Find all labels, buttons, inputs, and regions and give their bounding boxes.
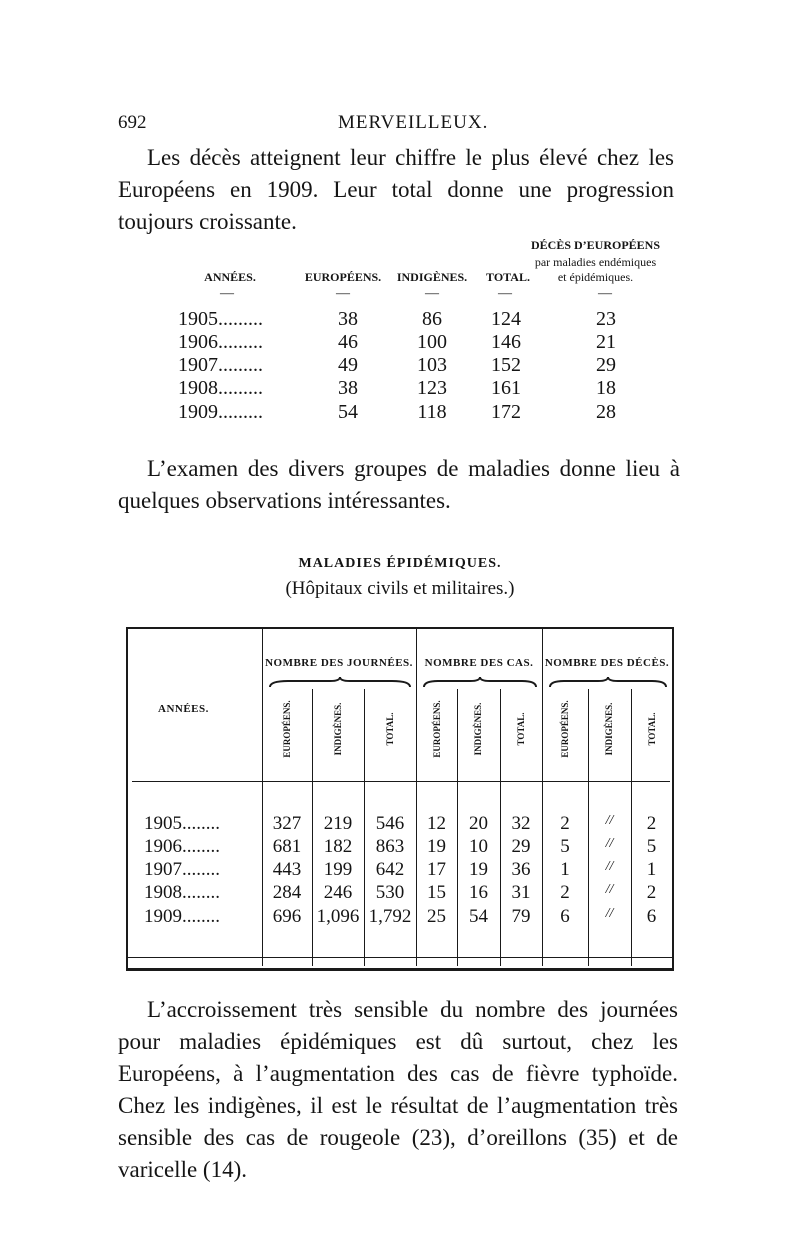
t1-total: 124: [491, 308, 521, 330]
t2-j-ind: 199: [323, 859, 353, 880]
t1-header-indigenes: INDIGÈNES.: [396, 270, 468, 284]
t2-j-eur: 284: [272, 882, 302, 903]
t2-sub-total: TOTAL.: [385, 712, 395, 746]
t2-sub-total: TOTAL.: [516, 712, 526, 746]
t2-sub-europeens: EUROPÉENS.: [282, 700, 292, 758]
t1-indigenes: 86: [422, 308, 442, 330]
t2-year: 1906........: [144, 836, 220, 857]
t2-d-ind: //: [605, 836, 614, 851]
t1-dash: —: [220, 286, 234, 301]
t1-europeens: 38: [338, 308, 358, 330]
t1-indigenes: 100: [417, 331, 447, 353]
t2-sub-indigenes: INDIGÈNES.: [604, 702, 614, 756]
t2-j-tot: 546: [375, 813, 405, 834]
t2-d-eur: 2: [560, 813, 570, 834]
t2-d-eur: 1: [560, 859, 570, 880]
t2-j-eur: 681: [272, 836, 302, 857]
t2-d-tot: 2: [646, 813, 657, 834]
t1-year: 1908.........: [178, 377, 263, 399]
t2-j-eur: 327: [272, 813, 302, 834]
t2-c-eur: 17: [427, 859, 446, 880]
table2-title: MALADIES ÉPIDÉMIQUES.: [298, 556, 502, 571]
t1-year: 1907.........: [178, 354, 263, 376]
t2-c-tot: 31: [511, 882, 531, 903]
group-journees: NOMBRE DES JOURNÉES.: [265, 657, 413, 669]
t2-j-tot: 530: [375, 882, 405, 903]
t2-sub-indigenes: INDIGÈNES.: [333, 702, 343, 756]
t1-europeens: 54: [338, 401, 358, 423]
t2-sub-total: TOTAL.: [647, 712, 657, 746]
t2-c-eur: 15: [427, 882, 446, 903]
t2-d-eur: 5: [560, 836, 570, 857]
t1-header-europeens: EUROPÉENS.: [304, 270, 382, 284]
t2-year: 1909........: [144, 906, 220, 927]
t1-dash: —: [425, 286, 439, 301]
t2-d-ind: //: [605, 859, 614, 874]
t2-d-tot: 2: [646, 882, 657, 903]
t1-dash: —: [498, 286, 512, 301]
t2-j-ind: 182: [323, 836, 353, 857]
t2-c-tot: 32: [511, 813, 531, 834]
t1-header-annees: ANNÉES.: [204, 270, 256, 284]
t2-header-annees: ANNÉES.: [158, 703, 209, 715]
t1-dash: —: [336, 286, 350, 301]
t1-header-deces-line3: et épidémiques.: [557, 270, 634, 284]
t2-d-tot: 1: [646, 859, 657, 880]
t1-header-total: TOTAL.: [486, 270, 530, 284]
table2-header-rule: [132, 781, 670, 782]
group-cas: NOMBRE DES CAS.: [424, 657, 534, 669]
t2-c-ind: 19: [469, 859, 488, 880]
t2-d-tot: 6: [646, 906, 657, 927]
page-number: 692: [118, 112, 147, 133]
t2-j-eur: 696: [272, 906, 302, 927]
t2-c-ind: 20: [469, 813, 488, 834]
t2-d-eur: 6: [560, 906, 570, 927]
t2-c-eur: 12: [427, 813, 446, 834]
t1-deces: 18: [596, 377, 616, 399]
t1-indigenes: 103: [417, 354, 447, 376]
t2-j-tot: 1,792: [368, 906, 412, 927]
t1-dash: —: [598, 286, 612, 301]
t1-header-deces-line1: DÉCÈS D’EUROPÉENS: [530, 238, 661, 252]
brace-cas: [422, 677, 538, 689]
t2-d-ind: //: [605, 882, 614, 897]
t1-europeens: 46: [338, 331, 358, 353]
t2-c-eur: 25: [427, 906, 446, 927]
t1-total: 152: [491, 354, 521, 376]
running-title: MERVEILLEUX.: [338, 112, 489, 133]
t1-deces: 29: [596, 354, 616, 376]
t2-d-ind: //: [605, 813, 614, 828]
t1-total: 146: [491, 331, 521, 353]
t2-year: 1908........: [144, 882, 220, 903]
t1-header-deces-line2: par maladies endémiques: [534, 255, 657, 269]
t1-total: 161: [491, 377, 521, 399]
t1-deces: 28: [596, 401, 616, 423]
t2-sub-europeens: EUROPÉENS.: [560, 700, 570, 758]
t1-year: 1906.........: [178, 331, 263, 353]
t2-c-ind: 10: [469, 836, 488, 857]
t2-j-eur: 443: [272, 859, 302, 880]
table2-bottom-rule: [128, 957, 672, 958]
t1-deces: 21: [596, 331, 616, 353]
t2-c-tot: 36: [511, 859, 531, 880]
t2-j-tot: 863: [375, 836, 405, 857]
paragraph-1: Les décès atteignent leur chiffre le plus élevé chez les Européens en 1909. Leur total donne une progression toujours croissante.: [118, 145, 674, 234]
paragraph-2: L’examen des divers groupes de maladies donne lieu à quelques observations intéressantes.: [118, 456, 680, 513]
table2-subtitle: (Hôpitaux civils et militaires.): [285, 578, 515, 599]
t2-c-ind: 16: [469, 882, 488, 903]
t2-d-tot: 5: [646, 836, 657, 857]
group-deces: NOMBRE DES DÉCÈS.: [544, 657, 670, 669]
t2-j-tot: 642: [375, 859, 405, 880]
t1-year: 1905.........: [178, 308, 263, 330]
paragraph-3: L’accroissement très sensible du nombre des journées pour maladies épidémiques est dû surtout, chez les Européens, à l’augmentation des cas de fièvre typhoïde. Chez les indigènes, il est le résultat de l’augmentation très sensible des cas de rougeole (23), d’oreillons (35) et de varicelle (14).: [118, 997, 678, 1182]
t2-j-ind: 246: [323, 882, 353, 903]
t2-year: 1905........: [144, 813, 220, 834]
t2-c-ind: 54: [469, 906, 488, 927]
t1-indigenes: 118: [417, 401, 447, 423]
t2-d-eur: 2: [560, 882, 570, 903]
t1-indigenes: 123: [417, 377, 447, 399]
t1-total: 172: [491, 401, 521, 423]
t1-deces: 23: [596, 308, 616, 330]
t2-c-tot: 79: [511, 906, 531, 927]
t2-j-ind: 1,096: [316, 906, 360, 927]
t2-d-ind: //: [605, 906, 614, 921]
t2-j-ind: 219: [323, 813, 353, 834]
t1-year: 1909.........: [178, 401, 263, 423]
brace-journees: [268, 677, 412, 689]
t1-europeens: 49: [338, 354, 358, 376]
t2-year: 1907........: [144, 859, 220, 880]
t1-europeens: 38: [338, 377, 358, 399]
t2-c-tot: 29: [511, 836, 531, 857]
table2: [126, 627, 674, 971]
t2-sub-indigenes: INDIGÈNES.: [473, 702, 483, 756]
t2-sub-europeens: EUROPÉENS.: [432, 700, 442, 758]
t2-c-eur: 19: [427, 836, 446, 857]
brace-deces: [548, 677, 668, 689]
